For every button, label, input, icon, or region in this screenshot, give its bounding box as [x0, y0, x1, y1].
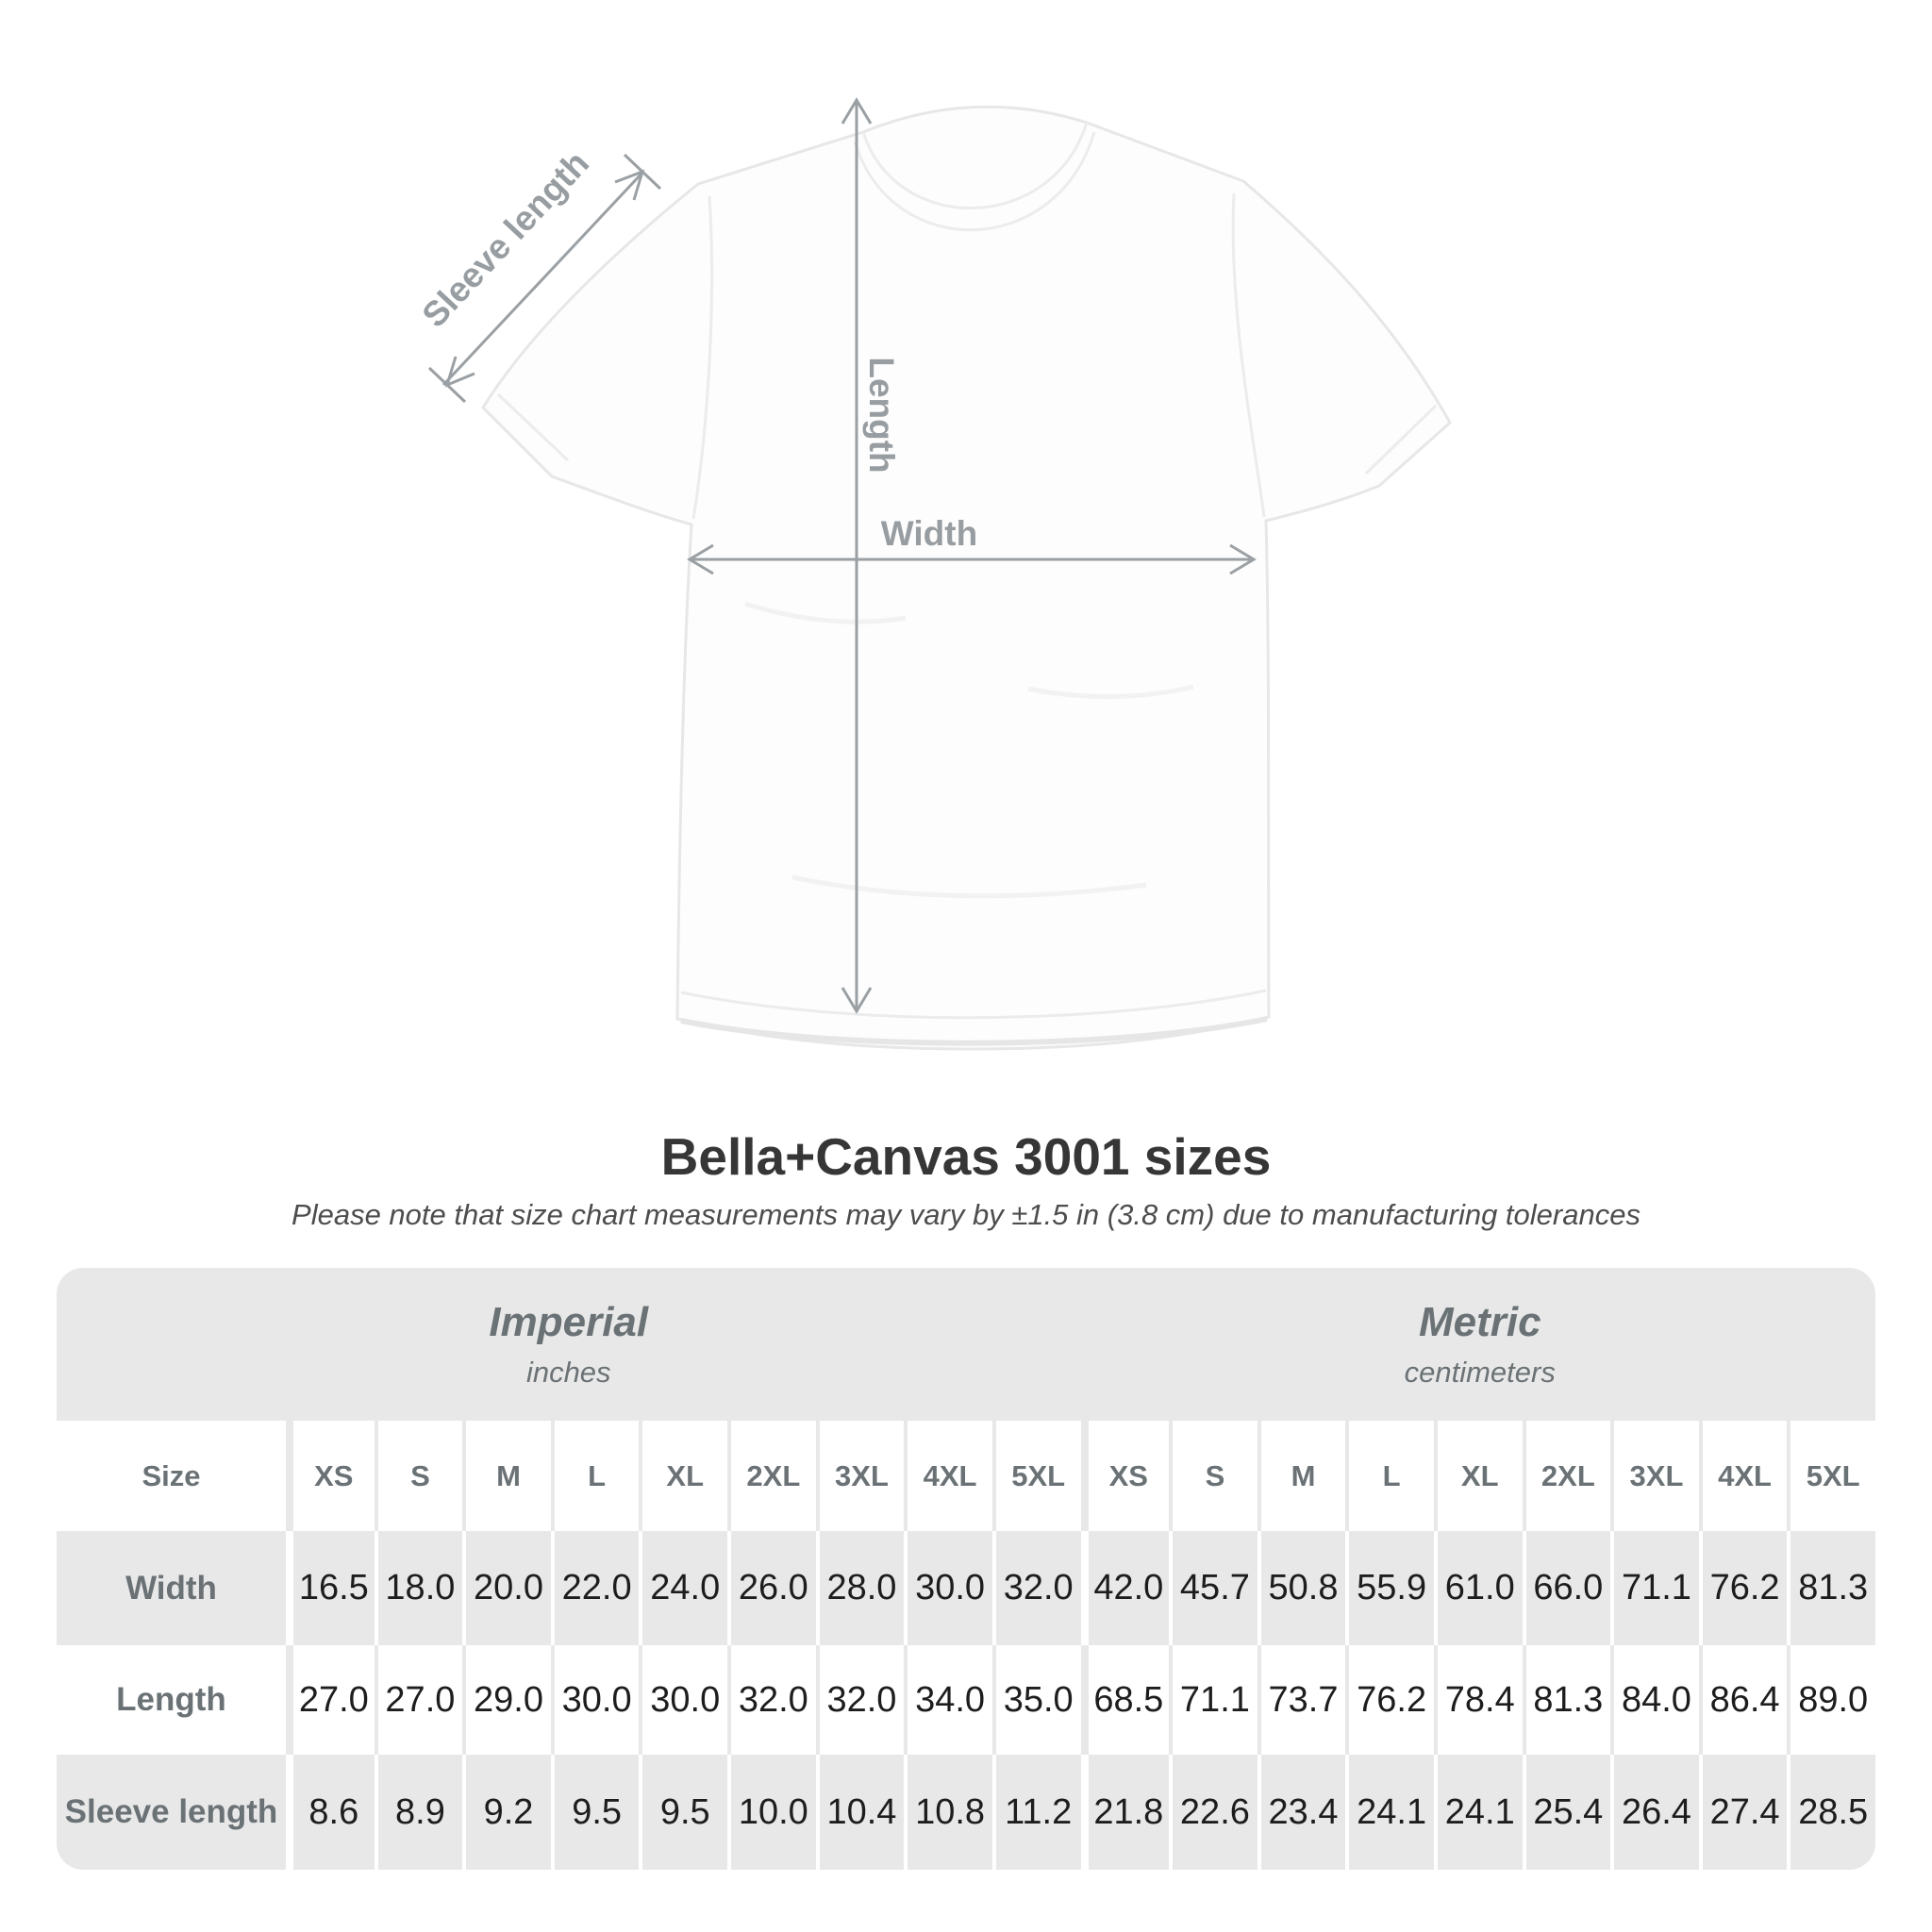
value-cell: 86.4 — [1703, 1645, 1788, 1755]
value-cell: 42.0 — [1089, 1531, 1170, 1645]
value-cell: 66.0 — [1526, 1531, 1611, 1645]
value-cell: 30.0 — [642, 1645, 727, 1755]
value-cell: 27.0 — [378, 1645, 463, 1755]
row-label: Length — [57, 1645, 286, 1755]
value-cell: 22.6 — [1173, 1755, 1257, 1870]
value-cell: 11.2 — [996, 1755, 1081, 1870]
table-row — [57, 1645, 1875, 1755]
metric-unit-label: centimeters — [1404, 1356, 1556, 1389]
size-column-header: Size — [57, 1421, 286, 1531]
row-label: Sleeve length — [57, 1755, 286, 1870]
size-grid — [57, 1421, 1875, 1870]
value-cell: 30.0 — [908, 1531, 992, 1645]
value-cell: 45.7 — [1173, 1531, 1257, 1645]
value-cell: 22.0 — [555, 1531, 640, 1645]
value-cell: 55.9 — [1349, 1531, 1434, 1645]
value-cell: 32.0 — [820, 1645, 905, 1755]
value-cell: 32.0 — [731, 1645, 816, 1755]
size-header-cell: 4XL — [1703, 1421, 1788, 1531]
value-cell: 81.3 — [1526, 1645, 1611, 1755]
size-header-cell: 4XL — [908, 1421, 992, 1531]
value-cell: 29.0 — [466, 1645, 551, 1755]
size-header-cell: 3XL — [1614, 1421, 1699, 1531]
value-cell: 9.2 — [466, 1755, 551, 1870]
size-header-cell: XL — [1438, 1421, 1523, 1531]
width-label: Width — [880, 514, 978, 553]
value-cell: 76.2 — [1703, 1531, 1788, 1645]
size-header-cell: 2XL — [1526, 1421, 1611, 1531]
value-cell: 89.0 — [1790, 1645, 1875, 1755]
metric-group-header — [1085, 1268, 1876, 1421]
size-header-cell: XS — [293, 1421, 375, 1531]
value-cell: 24.1 — [1438, 1755, 1523, 1870]
value-cell: 9.5 — [555, 1755, 640, 1870]
value-cell: 18.0 — [378, 1531, 463, 1645]
value-cell: 28.5 — [1790, 1755, 1875, 1870]
imperial-label: Imperial — [489, 1299, 649, 1345]
value-cell: 8.9 — [378, 1755, 463, 1870]
imperial-group-header — [57, 1268, 1081, 1421]
size-header-cell: S — [378, 1421, 463, 1531]
value-cell: 27.0 — [293, 1645, 375, 1755]
size-header-cell: 5XL — [1790, 1421, 1875, 1531]
sleeve-length-label: Sleeve length — [414, 143, 597, 335]
value-cell: 26.4 — [1614, 1755, 1699, 1870]
value-cell: 30.0 — [555, 1645, 640, 1755]
value-cell: 27.4 — [1703, 1755, 1788, 1870]
value-cell: 78.4 — [1438, 1645, 1523, 1755]
size-header-cell: 2XL — [731, 1421, 816, 1531]
imperial-unit-label: inches — [525, 1356, 611, 1389]
value-cell: 9.5 — [642, 1755, 727, 1870]
value-cell: 10.8 — [908, 1755, 992, 1870]
size-header-cell: M — [466, 1421, 551, 1531]
value-cell: 20.0 — [466, 1531, 551, 1645]
value-cell: 10.0 — [731, 1755, 816, 1870]
value-cell: 23.4 — [1261, 1755, 1346, 1870]
value-cell: 21.8 — [1089, 1755, 1170, 1870]
value-cell: 35.0 — [996, 1645, 1081, 1755]
value-cell: 24.1 — [1349, 1755, 1434, 1870]
size-header-cell: 5XL — [996, 1421, 1081, 1531]
unit-header-row — [57, 1268, 1875, 1421]
value-cell: 25.4 — [1526, 1755, 1611, 1870]
value-cell: 61.0 — [1438, 1531, 1523, 1645]
value-cell: 71.1 — [1173, 1645, 1257, 1755]
value-cell: 71.1 — [1614, 1531, 1699, 1645]
metric-label: Metric — [1418, 1299, 1541, 1345]
value-cell: 34.0 — [908, 1645, 992, 1755]
table-row — [57, 1421, 1875, 1531]
arrowhead-icon — [447, 357, 475, 385]
dimension-tick — [625, 155, 660, 189]
value-cell: 8.6 — [293, 1755, 375, 1870]
value-cell: 28.0 — [820, 1531, 905, 1645]
value-cell: 81.3 — [1790, 1531, 1875, 1645]
value-cell: 24.0 — [642, 1531, 727, 1645]
size-header-cell: L — [1349, 1421, 1434, 1531]
size-header-cell: M — [1261, 1421, 1346, 1531]
value-cell: 50.8 — [1261, 1531, 1346, 1645]
size-header-cell: XL — [642, 1421, 727, 1531]
size-header-cell: L — [555, 1421, 640, 1531]
tshirt-body — [483, 107, 1450, 1049]
value-cell: 10.4 — [820, 1755, 905, 1870]
table-row — [57, 1531, 1875, 1645]
size-header-cell: XS — [1089, 1421, 1170, 1531]
value-cell: 68.5 — [1089, 1645, 1170, 1755]
value-cell: 76.2 — [1349, 1645, 1434, 1755]
value-cell: 84.0 — [1614, 1645, 1699, 1755]
length-label: Length — [862, 357, 901, 474]
value-cell: 73.7 — [1261, 1645, 1346, 1755]
size-header-cell: S — [1173, 1421, 1257, 1531]
size-table — [57, 1268, 1875, 1870]
page-title: Bella+Canvas 3001 sizes — [660, 1127, 1272, 1186]
row-label: Width — [57, 1531, 286, 1645]
size-header-cell: 3XL — [820, 1421, 905, 1531]
value-cell: 26.0 — [731, 1531, 816, 1645]
value-cell: 16.5 — [293, 1531, 375, 1645]
value-cell: 32.0 — [996, 1531, 1081, 1645]
table-row — [57, 1755, 1875, 1870]
size-tolerance-note: Please note that size chart measurements may vary by ±1.5 in (3.8 cm) due to manufacturing tolerances — [291, 1198, 1641, 1231]
title-block — [0, 1126, 1932, 1234]
dimension-tick — [429, 368, 465, 402]
tshirt-illustration — [483, 107, 1450, 1049]
